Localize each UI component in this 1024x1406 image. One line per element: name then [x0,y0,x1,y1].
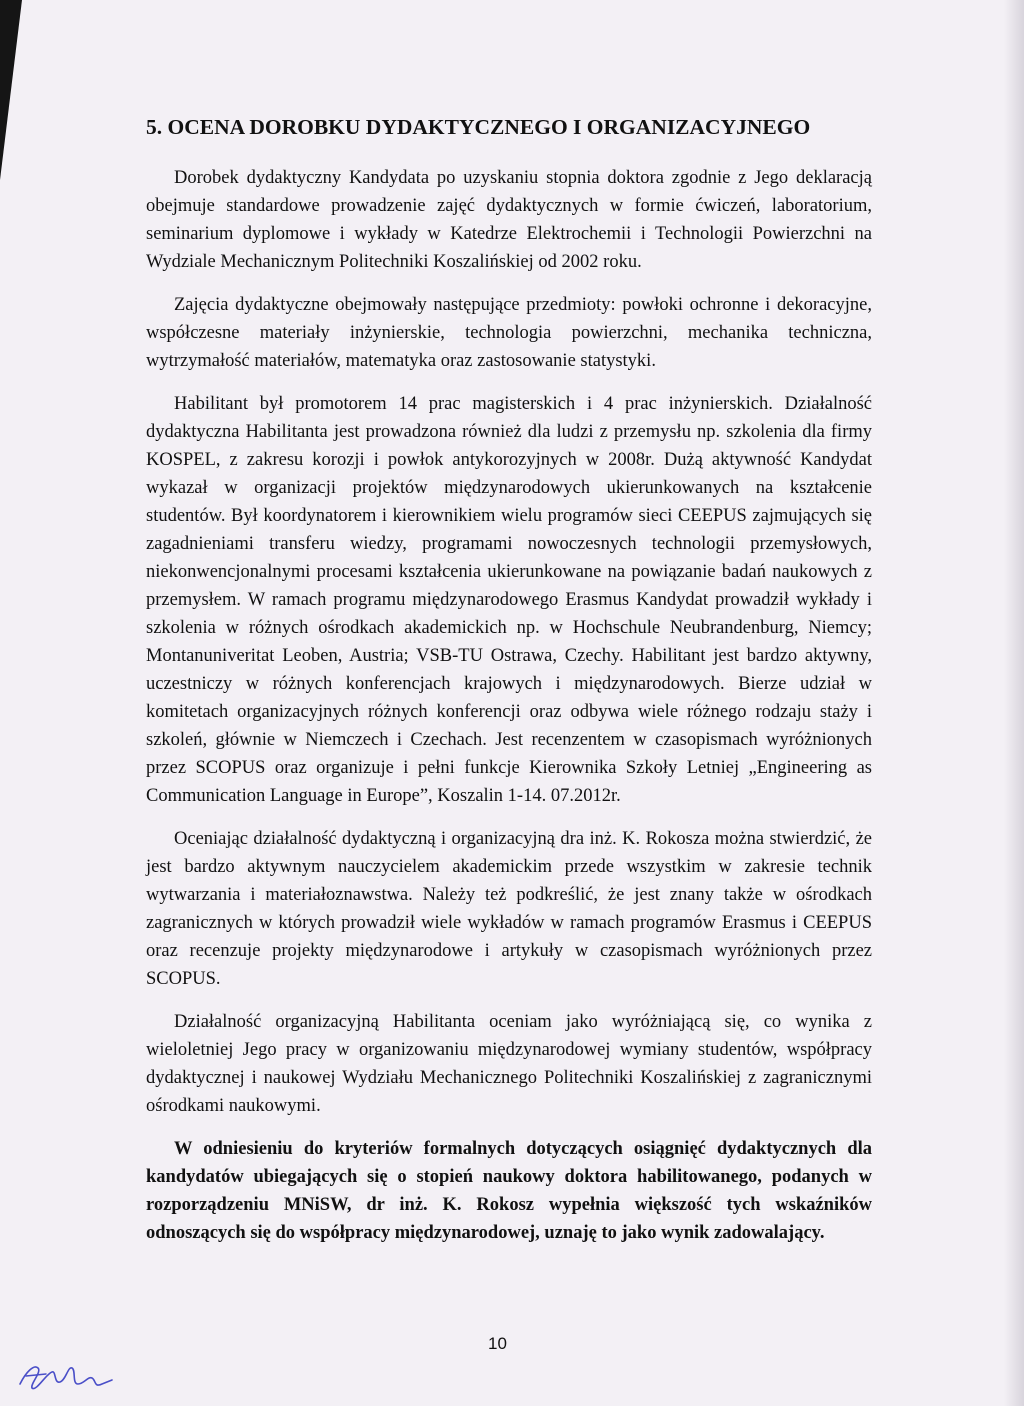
handwritten-signature [12,1354,122,1394]
page-number: 10 [488,1334,507,1353]
paragraph-conclusion: W odniesieniu do kryteriów formalnych dotyczących osiągnięć dydaktycznych dla kandydatów ubiegających się o stopień naukowy doktora habilitowanego, podanych w rozporządzeniu MNiSW, dr inż. K. Rokosz wypełnia większość tych wskaźników odnoszących się do współpracy międzynarodowej, uznaję to jako wynik zadowalający. [146,1139,872,1243]
scan-shadow-right [1004,0,1024,1406]
scan-shadow-left [0,0,22,180]
paragraph-subjects: Zajęcia dydaktyczne obejmowały następujące przedmioty: powłoki ochronne i dekoracyjne, współczesne materiały inżynierskie, technologia powierzchni, mechanika techniczna, wytrzymałość materiałów, matematyka oraz zastosowanie statystyki. [146,295,872,371]
section-heading: 5. OCENA DOROBKU DYDAKTYCZNEGO I ORGANIZACYJNEGO [146,115,811,139]
paragraph-supervision-and-international: Habilitant był promotorem 14 prac magisterskich i 4 prac inżynierskich. Działalność dydaktyczna Habilitanta jest prowadzona również dla ludzi z przemysłu np. szkolenia dla firmy KOSPEL, z zakresu korozji i powłok antykorozyjnych w 2008r. Dużą aktywność Kandydat wykazał w organizacji projektów międzynarodowych ukierunkowanych na kształcenie studentów. Był koordynatorem i kierownikiem wielu programów sieci CEEPUS zajmujących się zagadnieniami transferu wiedzy, programami nowoczesnych technologii przemysłowych, niekonwencjonalnymi procesami kształcenia ukierunkowane na powiązanie badań naukowych z przemysłem. W ramach programu międzynarodowego Erasmus Kandydat prowadził wykłady i szkolenia w różnych ośrodkach akademickich np. w Hochschule Neubrandenburg, Niemcy; Montanuniveritat Leoben, Austria; VSB-TU Ostrawa, Czechy. Habilitant jest bardzo aktywny, uczestniczy w różnych konferencjach krajowych i międzynarodowych. Bierze udział w komitetach organizacyjnych różnych konferencji oraz odbywa wiele różnego rodzaju staży i szkoleń, głównie w Niemczech i Czechach. Jest recenzentem w czasopismach wyróżnionych przez SCOPUS oraz organizuje i pełni funkcje Kierownika Szkoły Letniej „Engineering as Communication Language in Europe”, Koszalin 1-14. 07.2012r. [146,394,872,806]
paragraph-didactic-assessment: Oceniając działalność dydaktyczną i organizacyjną dra inż. K. Rokosza można stwierdzić, że jest bardzo aktywnym nauczycielem akademickim przede wszystkim w zakresie technik wytwarzania i materiałoznawstwa. Należy też podkreślić, że jest znany także w ośrodkach zagranicznych w których prowadził wiele wykładów w ramach programów Erasmus i CEEPUS oraz recenzuje projekty międzynarodowe i artykuły w czasopismach wyróżnionych przez SCOPUS. [146,829,872,989]
paragraph-didactic-record: Dorobek dydaktyczny Kandydata po uzyskaniu stopnia doktora zgodnie z Jego deklaracją obejmuje standardowe prowadzenie zajęć dydaktycznych w formie ćwiczeń, laboratorium, seminarium dyplomowe i wykłady w Katedrze Elektrochemii i Technologii Powierzchni na Wydziale Mechanicznym Politechniki Koszalińskiej od 2002 roku. [146,168,872,272]
document-body [146,112,872,1262]
paragraph-organizational-assessment: Działalność organizacyjną Habilitanta oceniam jako wyróżniającą się, co wynika z wieloletniej Jego pracy w organizowaniu międzynarodowej wymiany studentów, współpracy dydaktycznej i naukowej Wydziału Mechanicznego Politechniki Koszalińskiej z zagranicznymi ośrodkami naukowymi. [146,1012,872,1116]
